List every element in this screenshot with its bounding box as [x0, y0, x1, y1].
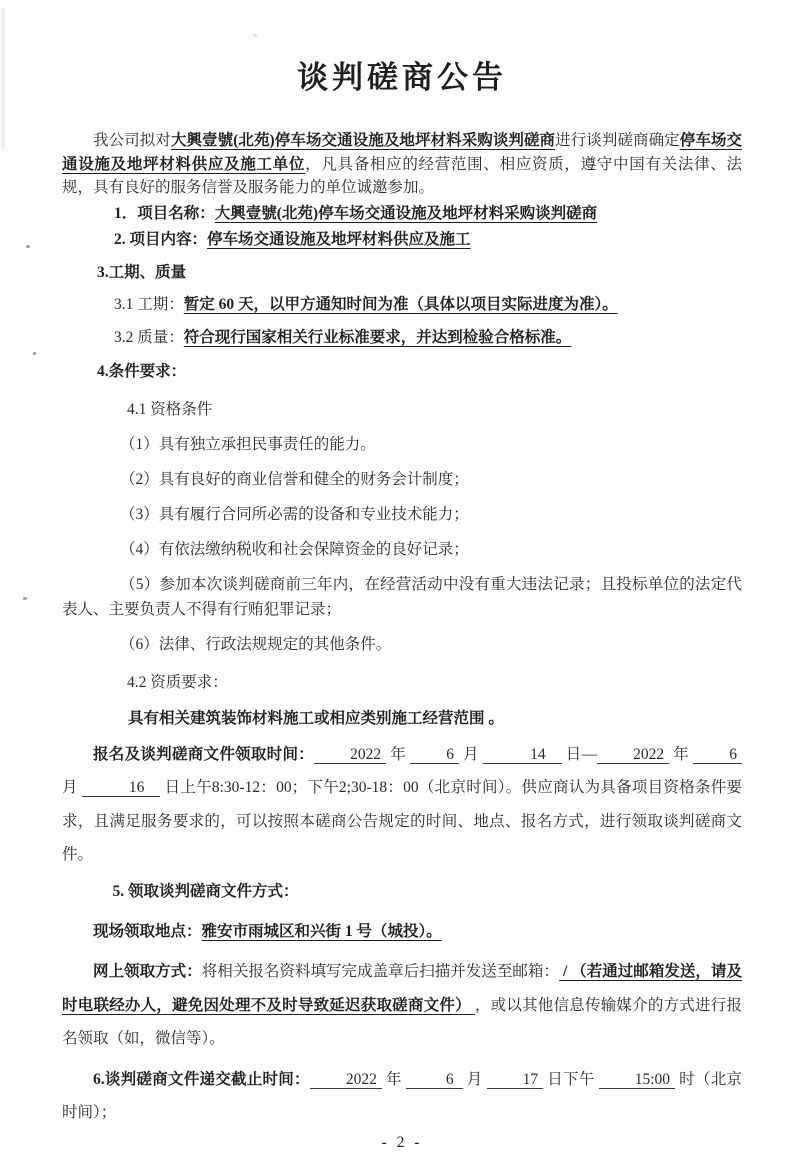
project-content-inline: 停车场交通设施及地坪材料供应及施工单位	[62, 132, 742, 173]
item3-sub2-label: 3.2 质量：	[114, 328, 184, 346]
item1-value: 大興壹號(北苑)停车场交通设施及地坪材料采购谈判磋商	[214, 204, 598, 222]
item4-sub1-heading: 4.1 资格条件	[127, 400, 213, 418]
deadline-time: 15:00	[599, 1071, 675, 1089]
deadline-unit: 日下午	[543, 1070, 599, 1088]
item1-project-name	[114, 201, 742, 226]
item3-heading: 3.工期、质量	[97, 263, 187, 281]
signup-month1: 6	[410, 746, 459, 764]
signup-month2: 6	[693, 746, 742, 764]
signup-label: 报名及谈判磋商文件领取时间：	[93, 745, 315, 763]
item1-label: 1．项目名称：	[114, 204, 215, 222]
item3-quality	[114, 325, 742, 351]
online-label: 网上领取方式：	[93, 963, 202, 980]
item4-sub2-value: 具有相关建筑装饰材料施工或相应类别施工经营范围 。	[128, 709, 504, 727]
signup-unit: 年	[386, 745, 411, 763]
document-content	[62, 52, 742, 1155]
condition-4: （4）有依法缴纳税收和社会保障资金的良好记录；	[120, 540, 469, 558]
condition-5: （5）参加本次谈判磋商前三年内，在经营活动中没有重大违法记录；且投标单位的法定代表人、主要负责人不得有行贿犯罪记录；	[62, 575, 742, 618]
signup-year1: 2022	[314, 746, 386, 764]
condition-6: （6）法律、行政法规规定的其他条件。	[120, 635, 392, 653]
signup-tail-text: 日上午8:30-12：00；下午2;30-18：00（北京时间）。供应商认为具备项目资格条件要求，且满足服务要求的，可以按照本磋商公告规定的时间、地点、报名方式，进行领取谈判磋商文件。	[62, 779, 742, 863]
deadline-year: 2022	[310, 1071, 382, 1089]
item3-sub1-label: 3.1 工期：	[114, 295, 184, 313]
deadline-month: 6	[406, 1071, 463, 1089]
item5-heading: 5. 领取谈判磋商文件方式：	[112, 882, 299, 900]
item2-value: 停车场交通设施及地坪材料供应及施工	[207, 230, 471, 248]
deadline-tail-text: 时（北京时间）；	[62, 1070, 742, 1121]
document-title: 谈判磋商公告	[297, 60, 507, 95]
item2-project-content	[114, 227, 742, 252]
deadline-day: 17	[487, 1071, 544, 1089]
signup-unit: 月	[62, 779, 82, 796]
item2-label: 2. 项目内容：	[114, 230, 208, 248]
item3-sub1-value: 暂定 60 天，以甲方通知时间为准（具体以项目实际进度为准）。	[183, 295, 618, 313]
online-pickup-paragraph	[62, 955, 742, 1056]
scan-speck	[23, 597, 27, 600]
scan-edge-smudge	[1, 8, 5, 150]
scan-speck	[253, 34, 258, 37]
online-tail-text: ，或以其他信息传输媒介的方式进行报名领取（如，微信等）。	[62, 996, 742, 1047]
condition-1: （1）具有独立承担民事责任的能力。	[120, 435, 376, 453]
item4-sub2-heading: 4.2 资质要求：	[127, 673, 228, 691]
signup-unit: 日—	[561, 745, 598, 763]
signup-unit: 年	[669, 745, 694, 763]
signup-time-paragraph	[62, 738, 742, 872]
signup-unit: 月	[458, 745, 484, 763]
intro-text: ，凡具备相应的经营范围、相应资质，遵守中国有关法律、法规，具有良好的服务信誉及服务能力的单位诚邀参加。	[62, 155, 742, 196]
signup-day1: 14	[483, 746, 562, 764]
intro-text: 进行谈判磋商确定	[555, 132, 680, 149]
page-number: - 2 -	[381, 1133, 423, 1151]
deadline-paragraph	[62, 1063, 742, 1130]
onsite-label: 现场领取地点：	[93, 922, 202, 940]
scan-speck	[26, 245, 30, 248]
signup-year2: 2022	[597, 746, 669, 764]
project-name-inline: 大興壹號(北苑)停车场交通设施及地坪材料采购谈判磋商	[170, 132, 556, 149]
deadline-unit: 年	[381, 1070, 406, 1088]
online-pre-text: 将相关报名资料填写完成盖章后扫描并发送至邮箱：	[201, 963, 560, 980]
deadline-unit: 月	[462, 1070, 487, 1088]
onsite-pickup-line	[62, 915, 742, 949]
condition-2: （2）具有良好的商业信誉和健全的财务会计制度；	[120, 470, 469, 488]
intro-text: 我公司拟对	[93, 132, 171, 149]
online-email-blank: / （若通过邮箱发送，请及时电联经办人，避免因处理不及时导致延迟获取磋商文件）	[62, 963, 742, 1014]
item4-heading: 4.条件要求：	[97, 362, 187, 380]
condition-3: （3）具有履行合同所必需的设备和专业技术能力；	[120, 505, 469, 523]
signup-day2: 16	[82, 779, 161, 797]
deadline-label: 6.谈判磋商文件递交截止时间：	[93, 1070, 310, 1088]
onsite-value: 雅安市雨城区和兴街 1 号（城投）。	[201, 922, 442, 940]
scan-speck	[33, 352, 36, 355]
item3-duration	[114, 292, 742, 318]
item3-sub2-value: 符合现行国家相关行业标准要求，并达到检验合格标准。	[183, 328, 572, 346]
intro-paragraph	[62, 129, 742, 200]
